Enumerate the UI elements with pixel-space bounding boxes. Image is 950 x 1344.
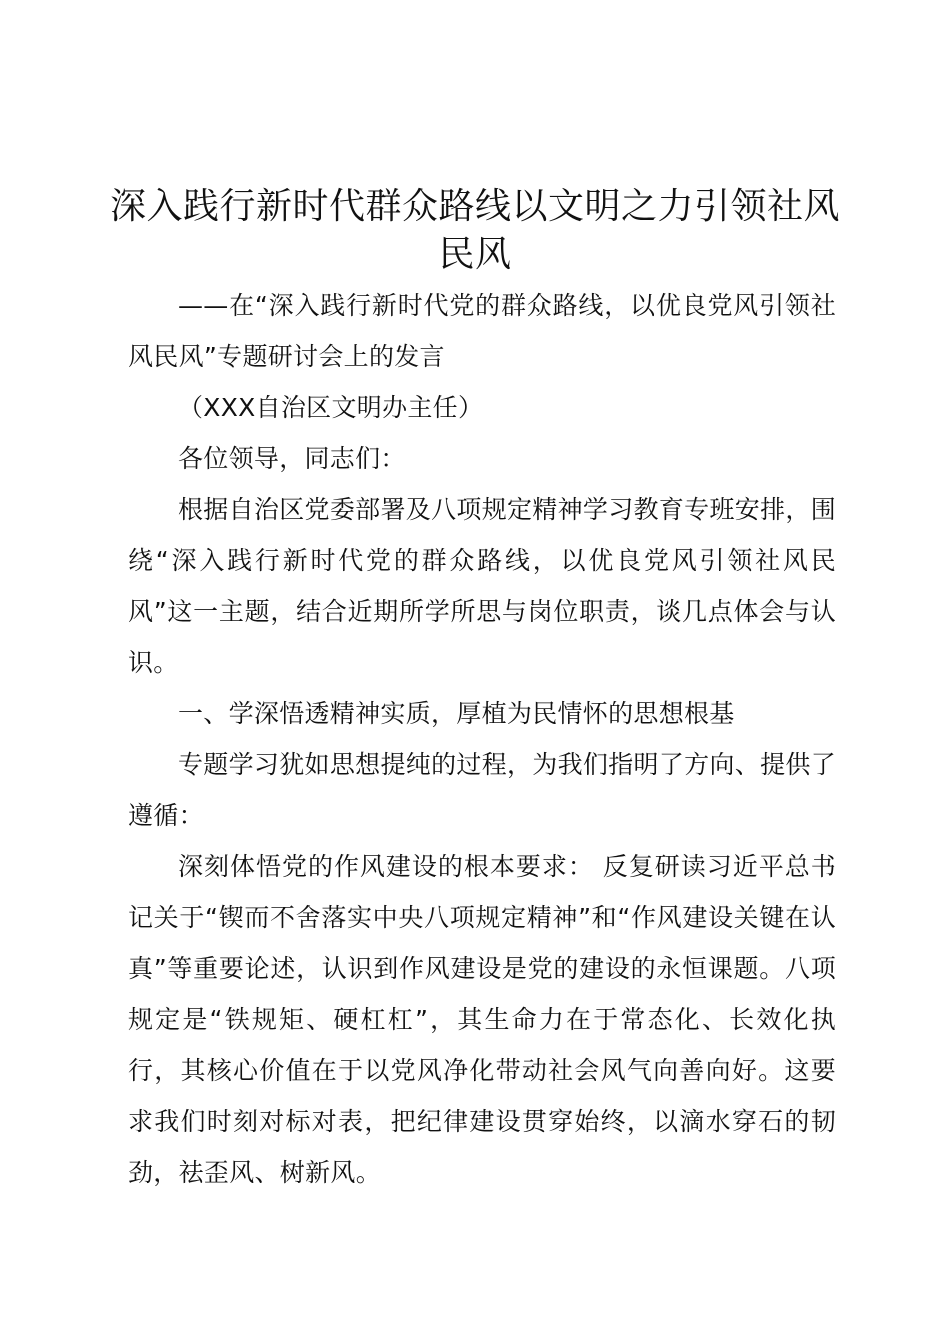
body-paragraph: 专题学习犹如思想提纯的过程，为我们指明了方向、提供了遵循： (128, 750, 836, 830)
section-heading: 一、学深悟透精神实质，厚植为民情怀的思想根基 (178, 699, 735, 728)
document-body (128, 280, 836, 1198)
document-title: 深入践行新时代群众路线以文明之力引领社风民风 (110, 186, 841, 275)
body-paragraph: 根据自治区党委部署及八项规定精神学习教育专班安排，围绕“深入践行新时代党的群众路线，以优良党风引领社风民风”这一主题，结合近期所学所思与岗位职责，谈几点体会与认识。 (128, 495, 836, 677)
salutation: 各位领导，同志们： (178, 444, 406, 473)
speaker-line: （XXX自治区文明办主任） (178, 393, 484, 422)
body-paragraph: 深刻体悟党的作风建设的根本要求： 反复研读习近平总书记关于“锲而不舍落实中央八项规定精神”和“作风建设关键在认真”等重要论述，认识到作风建设是党的建设的永恒课题。八项规定是“铁规矩、硬杠杠”，其生命力在于常态化、长效化执行，其核心价值在于以党风净化带动社会风气向善向好。这要求我们时刻对标对表，把纪律建设贯穿始终，以滴水穿石的韧劲，祛歪风、树新风。 (128, 852, 836, 1187)
document-subtitle: ——在“深入践行新时代党的群众路线，以优良党风引领社风民风”专题研讨会上的发言 (128, 291, 836, 371)
